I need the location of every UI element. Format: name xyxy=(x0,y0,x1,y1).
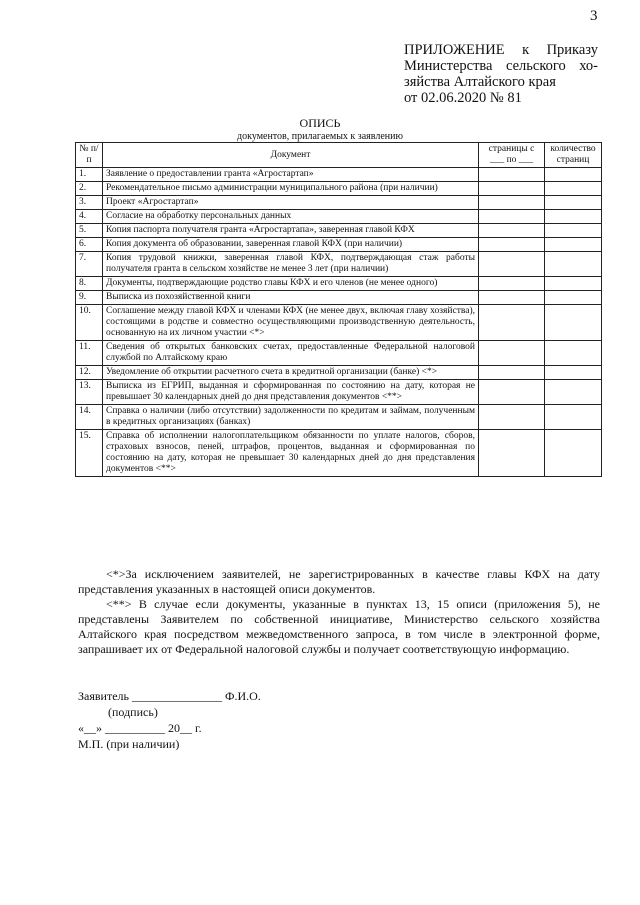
row-page-count-cell[interactable] xyxy=(545,341,602,366)
row-page-count-cell[interactable] xyxy=(545,366,602,380)
row-document: Уведомление об открытии расчетного счета в кредитной организации (банке) <*> xyxy=(103,366,479,380)
table-row xyxy=(76,252,602,277)
table-row xyxy=(76,430,602,477)
row-document: Сведения об открытых банковских счетах, предоставленные Федеральной налоговой службой по Алтайскому краю xyxy=(103,341,479,366)
footnote-1: <*>За исключением заявителей, не зарегистрированных в качестве главы КФХ на дату представления указанных в настоящей описи документов. xyxy=(78,567,600,596)
row-document: Копия трудовой книжки, заверенная главой КФХ, подтверждающая стаж работы получателя гранта в сельском хозяйстве не менее 3 лет (при наличии) xyxy=(103,252,479,277)
row-pages-range-cell[interactable] xyxy=(479,238,545,252)
row-page-count-cell[interactable] xyxy=(545,252,602,277)
footnote-2: <**> В случае если документы, указанные в пунктах 13, 15 описи (приложения 5), не представлены Заявителем по собственной инициативе, Министерство сельского хозяйства Алтайского края посредством межведомственного запроса, в том числе в электронной форме, запрашивает их от Федеральной налоговой службы и получает соответствующую информацию. xyxy=(78,597,600,656)
header-page-count: количество страниц xyxy=(545,143,602,168)
table-row xyxy=(76,341,602,366)
row-page-count-cell[interactable] xyxy=(545,277,602,291)
table-row xyxy=(76,196,602,210)
signature-block xyxy=(78,688,261,752)
table-header-row xyxy=(76,143,602,168)
row-document: Проект «Агростартап» xyxy=(103,196,479,210)
row-document: Выписка из похозяйственной книги xyxy=(103,291,479,305)
row-pages-range-cell[interactable] xyxy=(479,341,545,366)
row-number: 3. xyxy=(76,196,103,210)
row-pages-range-cell[interactable] xyxy=(479,277,545,291)
header-pages-range: страницы с ___ по ___ xyxy=(479,143,545,168)
table-row xyxy=(76,168,602,182)
page-number: 3 xyxy=(590,8,598,24)
row-page-count-cell[interactable] xyxy=(545,380,602,405)
row-document: Выписка из ЕГРИП, выданная и сформированная по состоянию на дату, которая не превышает 30 календарных дней до дня представления документов <**> xyxy=(103,380,479,405)
row-page-count-cell[interactable] xyxy=(545,182,602,196)
row-number: 12. xyxy=(76,366,103,380)
row-number: 11. xyxy=(76,341,103,366)
row-pages-range-cell[interactable] xyxy=(479,196,545,210)
row-pages-range-cell[interactable] xyxy=(479,380,545,405)
document-subtitle: документов, прилагаемых к заявлению xyxy=(237,131,403,142)
document-title: ОПИСЬ xyxy=(299,116,341,130)
row-document: Согласие на обработку персональных данных xyxy=(103,210,479,224)
table-row xyxy=(76,291,602,305)
row-document: Рекомендательное письмо администрации муниципального района (при наличии) xyxy=(103,182,479,196)
row-pages-range-cell[interactable] xyxy=(479,224,545,238)
appendix-word-6: хо- xyxy=(579,58,598,74)
appendix-line-4: от 02.06.2020 № 81 xyxy=(404,90,522,106)
row-number: 14. xyxy=(76,405,103,430)
table-row xyxy=(76,182,602,196)
row-number: 10. xyxy=(76,305,103,341)
appendix-header xyxy=(404,42,598,106)
row-pages-range-cell[interactable] xyxy=(479,252,545,277)
signature-stamp-line: М.П. (при наличии) xyxy=(78,737,180,751)
row-number: 4. xyxy=(76,210,103,224)
table-row xyxy=(76,405,602,430)
row-pages-range-cell[interactable] xyxy=(479,291,545,305)
appendix-line-3: зяйства Алтайского края xyxy=(404,74,556,90)
row-page-count-cell[interactable] xyxy=(545,238,602,252)
row-pages-range-cell[interactable] xyxy=(479,305,545,341)
row-number: 13. xyxy=(76,380,103,405)
row-number: 2. xyxy=(76,182,103,196)
row-page-count-cell[interactable] xyxy=(545,405,602,430)
row-document: Копия документа об образовании, заверенная главой КФХ (при наличии) xyxy=(103,238,479,252)
row-document: Копия паспорта получателя гранта «Агростартапа», заверенная главой КФХ xyxy=(103,224,479,238)
row-page-count-cell[interactable] xyxy=(545,210,602,224)
appendix-word-1: ПРИЛОЖЕНИЕ xyxy=(404,42,505,58)
row-page-count-cell[interactable] xyxy=(545,305,602,341)
row-number: 8. xyxy=(76,277,103,291)
table-row xyxy=(76,277,602,291)
row-page-count-cell[interactable] xyxy=(545,224,602,238)
table-row xyxy=(76,210,602,224)
row-pages-range-cell[interactable] xyxy=(479,405,545,430)
row-document: Заявление о предоставлении гранта «Агростартап» xyxy=(103,168,479,182)
row-pages-range-cell[interactable] xyxy=(479,182,545,196)
table-row xyxy=(76,224,602,238)
row-pages-range-cell[interactable] xyxy=(479,168,545,182)
signature-applicant-line: Заявитель _______________ Ф.И.О. xyxy=(78,689,261,703)
row-number: 15. xyxy=(76,430,103,477)
signature-date-line: «__» __________ 20__ г. xyxy=(78,721,202,735)
row-document: Соглашение между главой КФХ и членами КФХ (не менее двух, включая главу хозяйства), состоящими в родстве и совместно осуществляющими производственную деятельность, основанную на их личном участии <*> xyxy=(103,305,479,341)
row-page-count-cell[interactable] xyxy=(545,430,602,477)
row-document: Справка об исполнении налогоплательщиком обязанности по уплате налогов, сборов, страховых взносов, пеней, штрафов, процентов, выданная и сформированная по состоянию на дату, которая не превышает 30 календарных дней до дня представления документов <**> xyxy=(103,430,479,477)
appendix-word-3: Приказу xyxy=(546,42,598,58)
row-document: Документы, подтверждающие родство главы КФХ и его членов (не менее одного) xyxy=(103,277,479,291)
row-page-count-cell[interactable] xyxy=(545,291,602,305)
appendix-word-2: к xyxy=(522,42,530,58)
signature-caption: (подпись) xyxy=(78,705,158,719)
row-document: Справка о наличии (либо отсутствии) задолженности по кредитам и займам, полученным в кредитных организациях (банках) xyxy=(103,405,479,430)
table-row xyxy=(76,305,602,341)
footnotes xyxy=(78,567,600,657)
row-number: 5. xyxy=(76,224,103,238)
header-document: Документ xyxy=(103,143,479,168)
appendix-word-5: сельского xyxy=(505,58,566,74)
row-page-count-cell[interactable] xyxy=(545,168,602,182)
table-row xyxy=(76,238,602,252)
row-page-count-cell[interactable] xyxy=(545,196,602,210)
row-pages-range-cell[interactable] xyxy=(479,366,545,380)
row-number: 9. xyxy=(76,291,103,305)
row-pages-range-cell[interactable] xyxy=(479,210,545,224)
appendix-word-4: Министерства xyxy=(404,58,493,74)
row-number: 7. xyxy=(76,252,103,277)
table-row xyxy=(76,366,602,380)
table-row xyxy=(76,380,602,405)
row-number: 6. xyxy=(76,238,103,252)
row-number: 1. xyxy=(76,168,103,182)
row-pages-range-cell[interactable] xyxy=(479,430,545,477)
header-number: № п/п xyxy=(76,143,103,168)
documents-table xyxy=(75,142,602,477)
